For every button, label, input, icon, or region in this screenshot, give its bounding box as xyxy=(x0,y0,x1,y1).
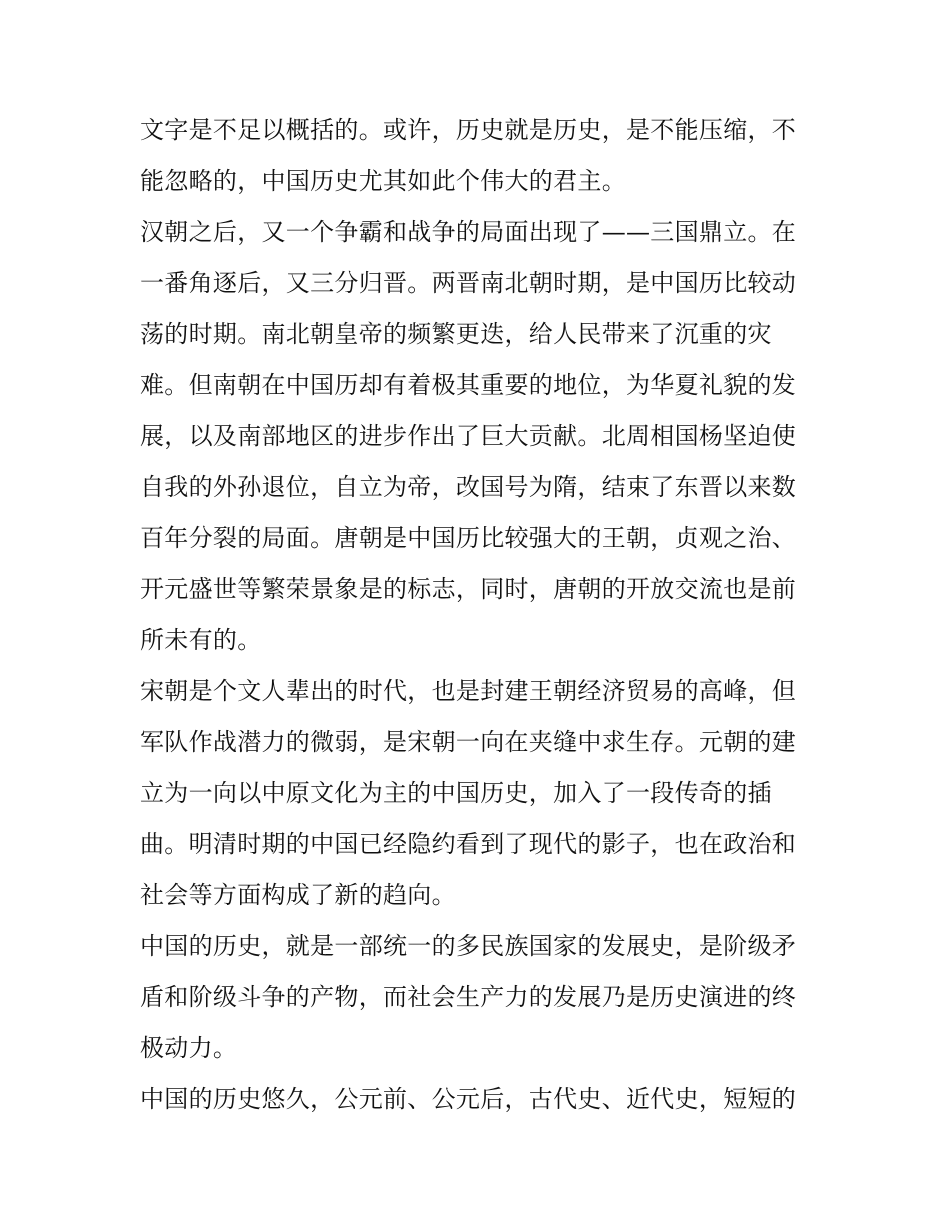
text-line: 一番角逐后，又三分归晋。两晋南北朝时期，是中国历比较动 xyxy=(140,269,797,297)
paragraph-1 xyxy=(140,105,815,207)
text-line: 曲。明清时期的中国已经隐约看到了现代的影子，也在政治和 xyxy=(140,830,797,858)
text-line: 百年分裂的局面。唐朝是中国历比较强大的王朝，贞观之治、 xyxy=(140,524,797,552)
text-line: 展，以及南部地区的进步作出了巨大贡献。北周相国杨坚迫使 xyxy=(140,422,797,450)
text-line: 中国的历史，就是一部统一的多民族国家的发展史，是阶级矛 xyxy=(140,932,797,960)
text-line: 自我的外孙退位，自立为帝，改国号为隋，结束了东晋以来数 xyxy=(140,473,797,501)
text-line: 立为一向以中原文化为主的中国历史，加入了一段传奇的插 xyxy=(140,779,772,807)
text-line: 所未有的。 xyxy=(140,626,262,654)
text-line: 文字是不足以概括的。或许，历史就是历史，是不能压缩，不 xyxy=(140,116,797,144)
body-text xyxy=(140,105,815,1125)
text-line: 宋朝是个文人辈出的时代，也是封建王朝经济贸易的高峰，但 xyxy=(140,677,797,705)
text-line: 开元盛世等繁荣景象是的标志，同时，唐朝的开放交流也是前 xyxy=(140,575,797,603)
text-line: 汉朝之后，又一个争霸和战争的局面出现了——三国鼎立。在 xyxy=(140,218,797,246)
text-line: 盾和阶级斗争的产物，而社会生产力的发展乃是历史演进的终 xyxy=(140,983,797,1011)
text-line: 社会等方面构成了新的趋向。 xyxy=(140,881,456,909)
text-line: 能忽略的，中国历史尤其如此个伟大的君主。 xyxy=(140,167,626,195)
text-line: 中国的历史悠久，公元前、公元后，古代史、近代史，短短的 xyxy=(140,1085,797,1113)
paragraph-5 xyxy=(140,1074,815,1125)
text-line: 难。但南朝在中国历却有着极其重要的地位，为华夏礼貌的发 xyxy=(140,371,797,399)
text-line: 荡的时期。南北朝皇帝的频繁更迭，给人民带来了沉重的灾 xyxy=(140,320,772,348)
paragraph-4 xyxy=(140,921,815,1074)
text-line: 极动力。 xyxy=(140,1034,238,1062)
text-line: 军队作战潜力的微弱，是宋朝一向在夹缝中求生存。元朝的建 xyxy=(140,728,797,756)
paragraph-2 xyxy=(140,207,815,666)
paragraph-3 xyxy=(140,666,815,921)
